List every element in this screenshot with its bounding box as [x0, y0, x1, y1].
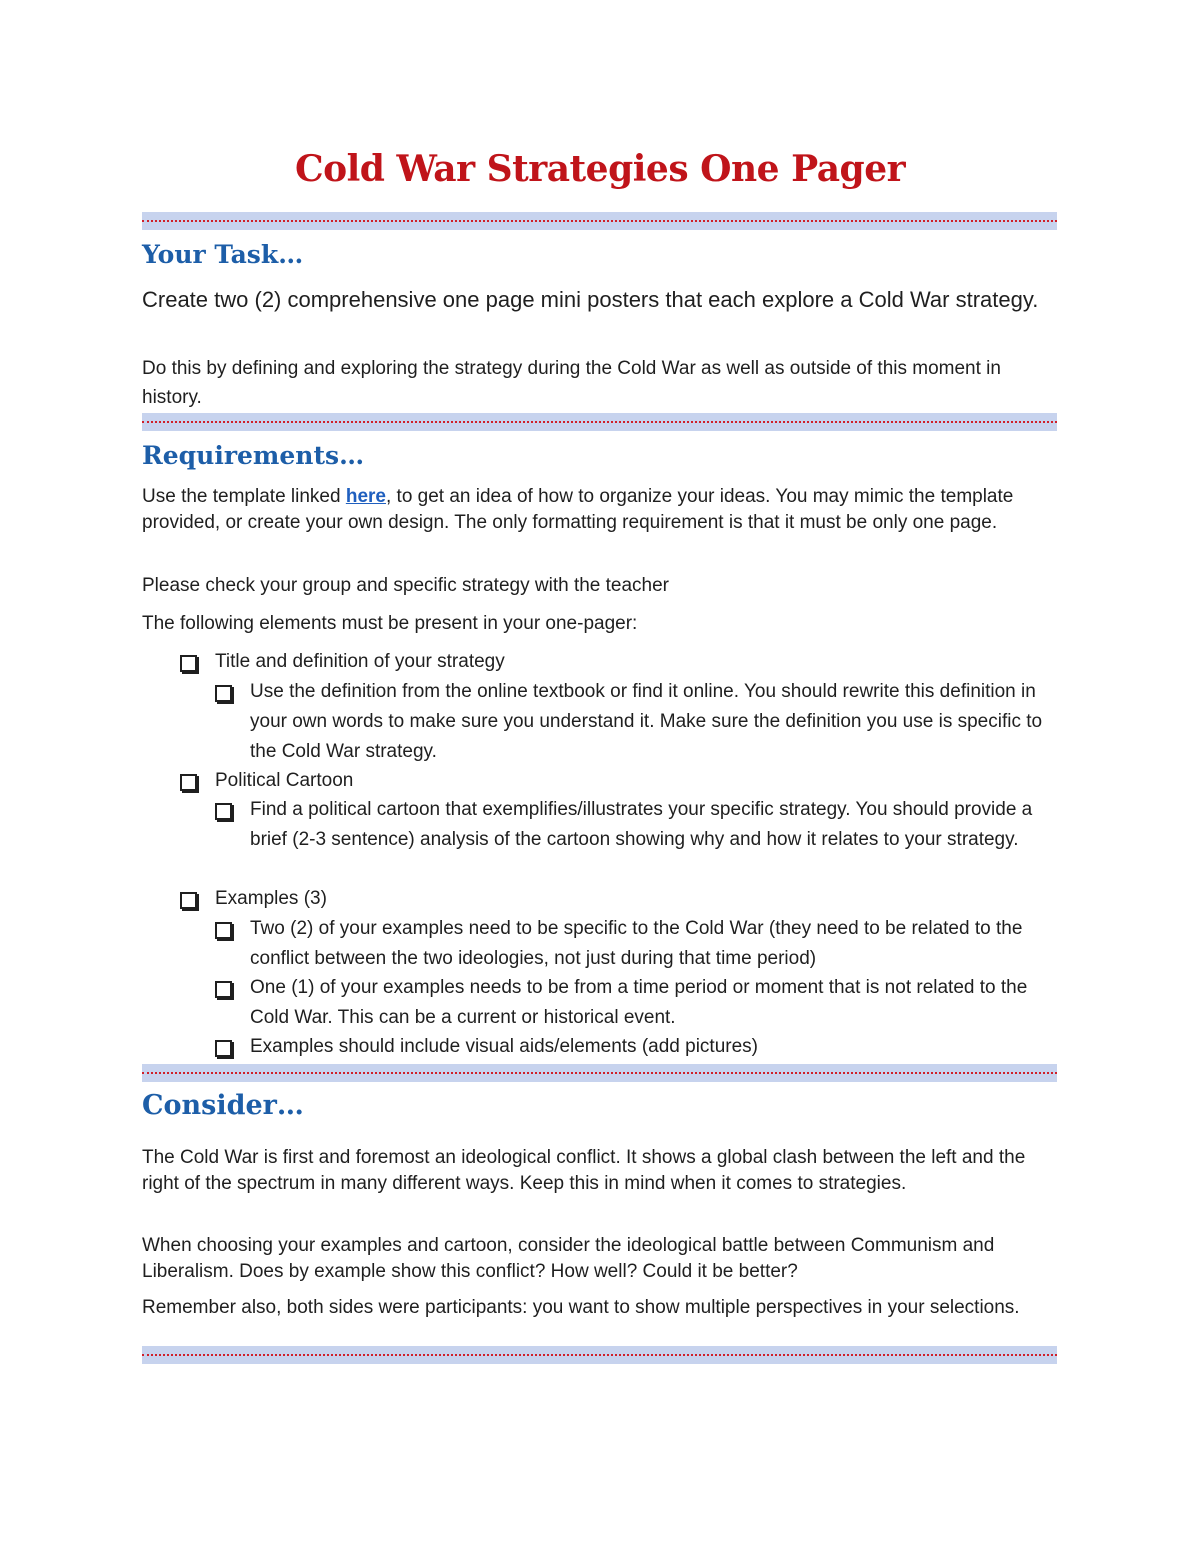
checklist-subitem [215, 973, 1055, 1033]
checklist-item [180, 766, 1050, 796]
checklist-subitem-label: Use the definition from the online textbook or find it online. You should rewrite this definition in your own words to make sure you understand it. Make sure the definition you use is specific to the Cold War strategy. [250, 681, 1043, 762]
checkbox-icon[interactable] [215, 1040, 232, 1057]
checkbox-icon[interactable] [180, 774, 197, 791]
section-divider [142, 413, 1057, 431]
checklist-subitem-label: One (1) of your examples needs to be from a time period or moment that is not related to the Cold War. This can be a current or historical event. [250, 977, 1028, 1028]
section-divider [142, 1346, 1057, 1364]
checklist-item [180, 647, 1050, 677]
requirements-intro [142, 484, 1057, 536]
elements-intro: The following elements must be present in your one-pager: [142, 613, 638, 634]
section-divider [142, 212, 1057, 230]
checklist-item-label: Examples (3) [215, 888, 327, 909]
checklist-subitem-label: Find a political cartoon that exemplifies/illustrates your specific strategy. You should provide a brief (2-3 sentence) analysis of the cartoon showing why and how it relates to your strategy. [250, 799, 1033, 850]
checkbox-icon[interactable] [215, 685, 232, 702]
checklist-item-label: Political Cartoon [215, 770, 354, 791]
consider-heading: Consider… [142, 1090, 304, 1121]
checklist-subitem-label: Two (2) of your examples need to be specific to the Cold War (they need to be related to the conflict between the two ideologies, not just during that time period) [250, 918, 1023, 969]
section-divider [142, 1064, 1057, 1082]
check-note: Please check your group and specific strategy with the teacher [142, 575, 670, 596]
consider-paragraph-3: Remember also, both sides were participants: you want to show multiple perspectives in your selections. [142, 1297, 1020, 1318]
consider-paragraph-2: When choosing your examples and cartoon, consider the ideological battle between Communism and Liberalism. Does by example show this conflict? How well? Could it be better? [142, 1235, 995, 1282]
checklist-subitem [215, 795, 1055, 855]
requirements-heading: Requirements… [142, 441, 365, 470]
checklist-subitem-label: Examples should include visual aids/elements (add pictures) [250, 1036, 758, 1057]
consider-paragraph-1: The Cold War is first and foremost an ideological conflict. It shows a global clash between the left and the right of the spectrum in many different ways. Keep this in mind when it comes to strategies. [142, 1147, 1026, 1194]
checklist-subitem [215, 914, 1055, 974]
checkbox-icon[interactable] [180, 655, 197, 672]
checkbox-icon[interactable] [180, 892, 197, 909]
checkbox-icon[interactable] [215, 981, 232, 998]
intro-text-after: , to get an idea of how to organize your ideas. You may mimic the template provided, or create your own design. The only formatting requirement is that it must be only one page. [142, 486, 1014, 533]
checklist-subitem [215, 677, 1055, 767]
checkbox-icon[interactable] [215, 803, 232, 820]
checklist-item [180, 884, 1050, 914]
task-heading: Your Task… [142, 240, 304, 269]
intro-text-before: Use the template linked [142, 486, 346, 507]
template-link[interactable]: here [345, 486, 386, 507]
task-line-2: Do this by defining and exploring the strategy during the Cold War as well as outside of this moment in history. [142, 358, 1001, 408]
checklist-item-label: Title and definition of your strategy [215, 651, 505, 672]
page-title: Cold War Strategies One Pager [294, 148, 906, 190]
task-line-1: Create two (2) comprehensive one page mini posters that each explore a Cold War strategy. [142, 287, 1039, 312]
checklist-subitem [215, 1032, 1055, 1062]
checkbox-icon[interactable] [215, 922, 232, 939]
